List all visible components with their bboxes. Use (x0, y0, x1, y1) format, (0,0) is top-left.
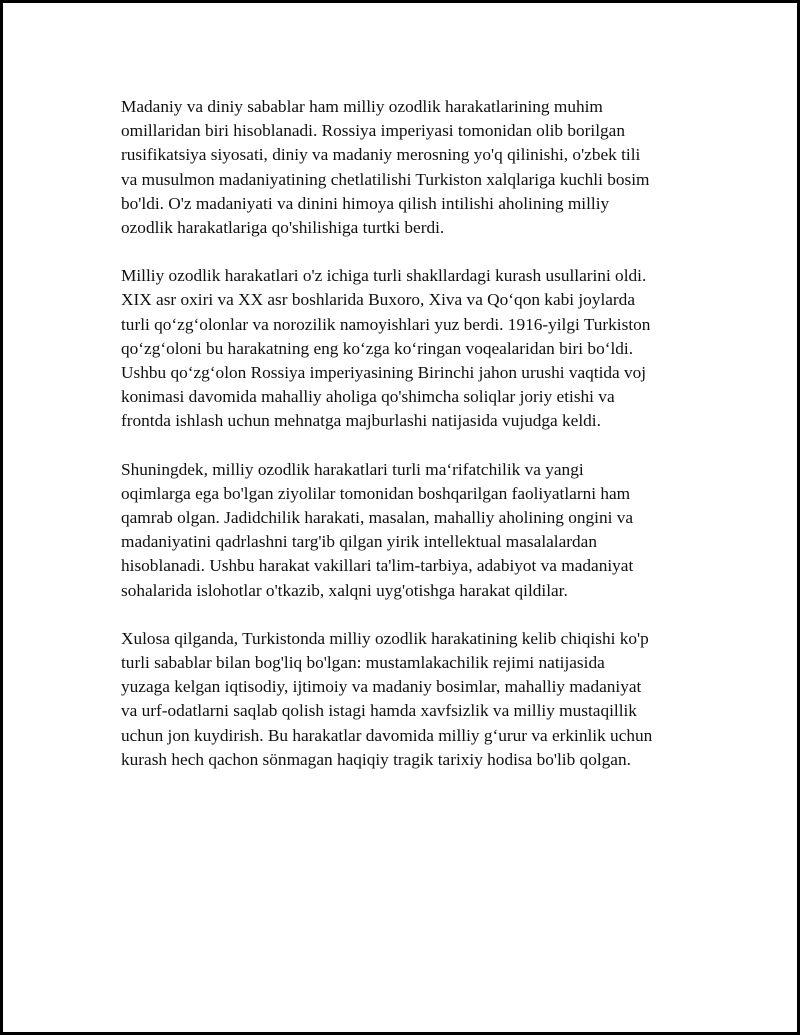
text-line: turli qo‘zg‘olonlar va norozilik namoyishlari yuz berdi. 1916-yilgi Turkiston (121, 314, 651, 334)
text-line: frontda ishlash uchun mehnatga majburlashi natijasida vujudga keldi. (121, 411, 601, 431)
paragraph-1 (121, 95, 696, 240)
document-body (121, 95, 696, 796)
text-line: oqimlarga ega bo'lgan ziyolilar tomonidan boshqarilgan faoliyatlarni ham (121, 483, 631, 503)
text-line: bo'ldi. O'z madaniyati va dinini himoya qilish intilishi aholining milliy (121, 193, 610, 213)
paragraph-3 (121, 458, 696, 603)
text-line: madaniyatini qadrlashni targ'ib qilgan yirik intellektual masalalardan (121, 532, 597, 552)
text-line: Shuningdek, milliy ozodlik harakatlari turli ma‘rifatchilik va yangi (121, 459, 584, 479)
text-line: omillaridan biri hisoblanadi. Rossiya imperiyasi tomonidan olib borilgan (121, 121, 625, 141)
text-line: kurash hech qachon sönmagan haqiqiy tragik tarixiy hodisa bo'lib qolgan. (121, 749, 631, 769)
text-line: yuzaga kelgan iqtisodiy, ijtimoiy va madaniy bosimlar, mahalliy madaniyat (121, 677, 642, 697)
text-line: qo‘zg‘oloni bu harakatning eng ko‘zga ko‘ringan voqealaridan biri bo‘ldi. (121, 338, 634, 358)
text-line: qamrab olgan. Jadidchilik harakati, masalan, mahalliy aholining ongini va (121, 508, 634, 528)
text-line: turli sabablar bilan bog'liq bo'lgan: mustamlakachilik rejimi natijasida (121, 653, 605, 673)
text-line: Ushbu qo‘zg‘olon Rossiya imperiyasining Birinchi jahon urushi vaqtida voj (121, 363, 647, 383)
paragraph-2 (121, 264, 696, 433)
text-line: hisoblanadi. Ushbu harakat vakillari ta'lim-tarbiya, adabiyot va madaniyat (121, 556, 634, 576)
paragraph-4 (121, 627, 696, 772)
text-line: konimasi davomida mahalliy aholiga qo'shimcha soliqlar joriy etishi va (121, 387, 615, 407)
text-line: va musulmon madaniyatining chetlatilishi Turkiston xalqlariga kuchli bosim (121, 169, 650, 189)
text-line: sohalarida islohotlar o'tkazib, xalqni uyg'otishga harakat qildilar. (121, 580, 568, 600)
text-line: Xulosa qilganda, Turkistonda milliy ozodlik harakatining kelib chiqishi ko'p (121, 628, 649, 648)
text-line: Milliy ozodlik harakatlari o'z ichiga turli shakllardagi kurash usullarini oldi. (121, 266, 647, 286)
text-line: ozodlik harakatlariga qo'shilishiga turtki berdi. (121, 218, 445, 238)
text-line: uchun jon kuydirish. Bu harakatlar davomida milliy g‘urur va erkinlik uchun (121, 725, 653, 745)
text-line: XIX asr oxiri va XX asr boshlarida Buxoro, Xiva va Qo‘qon kabi joylarda (121, 290, 635, 310)
text-line: Madaniy va diniy sabablar ham milliy ozodlik harakatlarining muhim (121, 97, 603, 116)
text-line: va urf-odatlarni saqlab qolish istagi hamda xavfsizlik va milliy mustaqillik (121, 701, 637, 721)
text-line: rusifikatsiya siyosati, diniy va madaniy merosning yo'q qilinishi, o'zbek tili (121, 145, 641, 165)
